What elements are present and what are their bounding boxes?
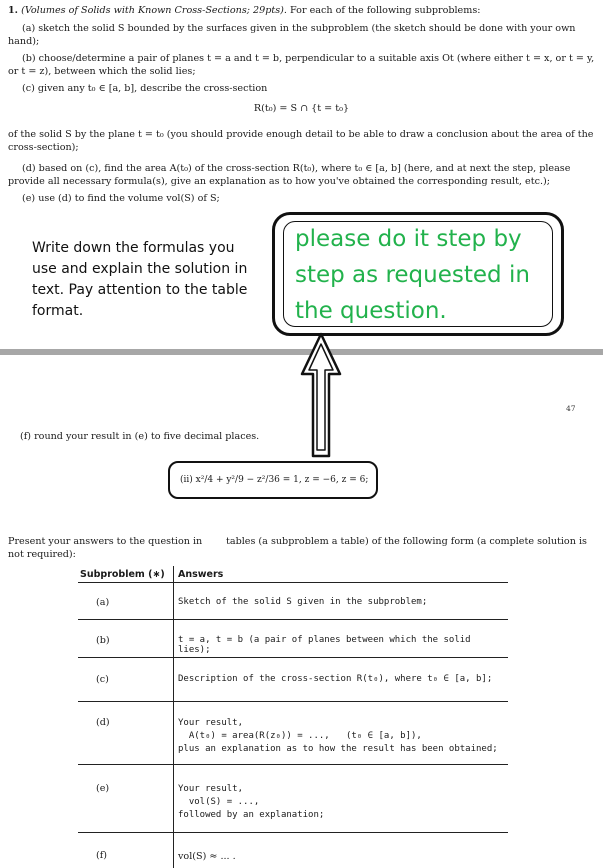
- table-rule: [78, 832, 508, 833]
- table-row-f-answer: vol(S) ≈ ... .: [178, 851, 236, 862]
- table-rule: [78, 657, 508, 658]
- cross-section-formula: R(t₀) = S ∩ {t = t₀}: [253, 103, 350, 114]
- step-by-step-callout: [272, 212, 564, 336]
- table-row-f-sub: (f): [96, 850, 108, 861]
- present-answers-line2: not required):: [8, 549, 76, 560]
- table-row-c-answer: Description of the cross-section R(t₀), where t₀ ∈ [a, b];: [178, 674, 493, 684]
- table-rule: [78, 764, 508, 765]
- table-row-e-sub: (e): [96, 783, 110, 794]
- table-row-a-answer: Sketch of the solid S given in the subproblem;: [178, 597, 428, 607]
- subproblem-e-text: (e) use (d) to find the volume vol(S) of S;: [22, 193, 220, 204]
- table-rule: [78, 701, 508, 702]
- table-rule: [78, 582, 508, 583]
- table-row-a-sub: (a): [96, 597, 110, 608]
- problem-title: (Volumes of Solids with Known Cross-Sections; 29pts).: [21, 5, 287, 16]
- present-answers-line1: Present your answers to the question in: [8, 536, 203, 547]
- table-column-divider: [173, 566, 174, 868]
- table-row-b-sub: (b): [96, 635, 110, 646]
- table-row-e-line1: Your result,: [178, 784, 244, 794]
- table-row-d-line3: plus an explanation as to how the result has been obtained;: [178, 744, 498, 754]
- table-row-c-sub: (c): [96, 674, 109, 685]
- instruction-note: Write down the formulas you use and explain the solution in text. Pay attention to the table format.: [32, 240, 248, 319]
- problem-intro: For each of the following subproblems:: [290, 5, 481, 16]
- subproblem-c-continued: of the solid S by the plane t = t₀ (you should provide enough detail to be able to draw a conclusion about the area of the cross-section);: [8, 129, 594, 153]
- page-number: 47: [566, 404, 576, 413]
- callout-text: please do it step by step as requested in the question.: [295, 226, 530, 324]
- table-row-e-line2: vol(S) = ...,: [178, 797, 260, 807]
- table-row-d-sub: (d): [96, 717, 110, 728]
- table-row-d-line2: A(t₀) = area(R(z₀)) = ..., (t₀ ∈ [a, b]),: [178, 731, 422, 741]
- present-answers-continued: tables (a subproblem a table) of the following form (a complete solution is: [226, 536, 587, 547]
- subproblem-a-text: (a) sketch the solid S bounded by the surfaces given in the subproblem (the sketch should be done with your own hand);: [8, 23, 576, 47]
- table-rule: [78, 619, 508, 620]
- present-answers-text: [8, 535, 208, 561]
- subproblem-b-text: (b) choose/determine a pair of planes t = a and t = b, perpendicular to a suitable axis Ot (where either t = x, or t = y, or t = z), between which the solid lies;: [8, 53, 595, 77]
- table-header-subproblem: Subproblem (∗): [80, 569, 165, 580]
- table-header-answers: Answers: [178, 569, 224, 580]
- equation-highlight: [168, 461, 378, 499]
- problem-heading: [8, 4, 596, 17]
- equation-text: (ii) x²/4 + y²/9 − z²/36 = 1, z = −6, z = 6;: [180, 475, 369, 485]
- subproblem-f-text: (f) round your result in (e) to five decimal places.: [20, 431, 260, 442]
- subproblem-d-text: (d) based on (c), find the area A(t₀) of the cross-section R(t₀), where t₀ ∈ [a, b] (here, and at next the step, please provide all necessary formula(s), give an explanation as to how you've obtained the corresponding result, etc.);: [8, 163, 571, 187]
- table-row-d-line1: Your result,: [178, 718, 244, 728]
- table-row-e-line3: followed by an explanation;: [178, 810, 325, 820]
- table-row-b-answer: t = a, t = b (a pair of planes between which the solid lies);: [178, 635, 471, 655]
- problem-number: 1.: [8, 5, 19, 16]
- subproblem-c-text: (c) given any t₀ ∈ [a, b], describe the cross-section: [22, 83, 268, 94]
